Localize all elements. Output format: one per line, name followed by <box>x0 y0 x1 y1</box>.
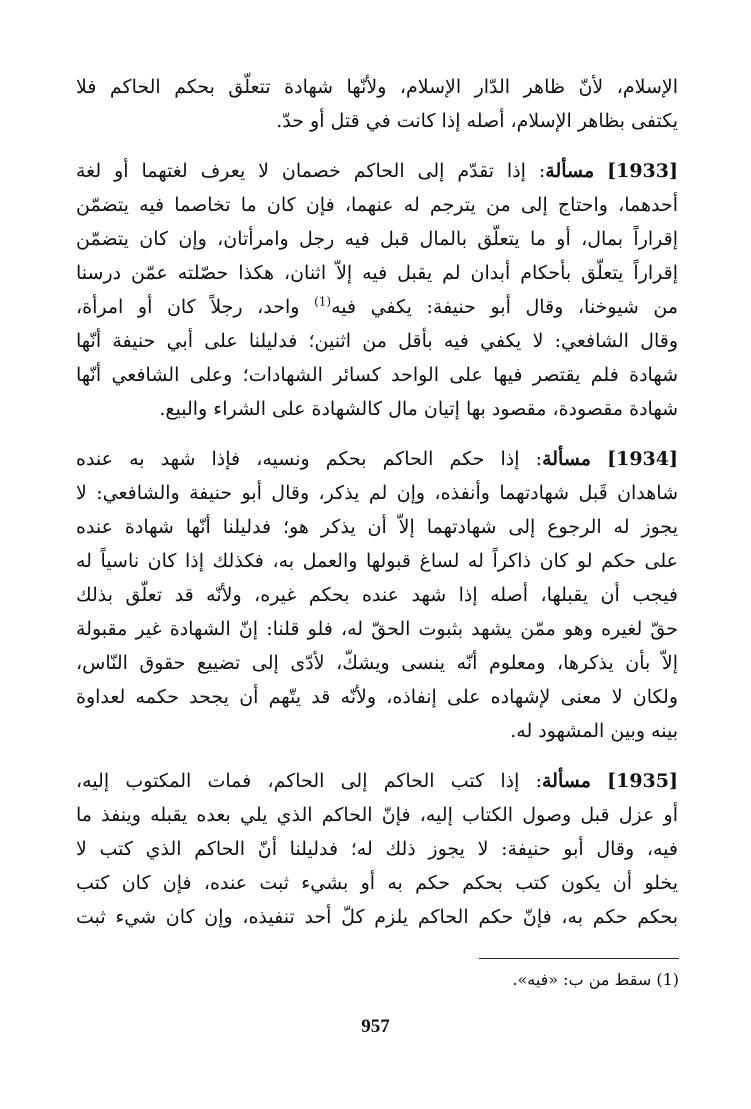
text-line: يكتفى بظاهر الإسلام، أصله إذا كانت في قتل أو حدّ. <box>276 110 678 132</box>
footnote: (1) سقط من ب: «فيه». <box>512 970 679 989</box>
text-line: [1933] مسألة: إذا تقدّم إلى الحاكم خصمان لا يعرف لغتهما أو لغة <box>76 160 678 182</box>
paragraph-1 <box>76 70 678 138</box>
masala-number: [1935] <box>607 770 678 792</box>
text-line: الإسلام، لأنّ ظاهر الدّار الإسلام، ولأنّها شهادة تتعلّق بحكم الحاكم فلا <box>76 76 678 98</box>
footnote-divider <box>479 958 679 959</box>
masala-1934 <box>76 442 678 748</box>
text-line: بحكم حكم به، فإنّ حكم الحاكم يلزم كلّ أحد تنفيذه، وإن كان شيء ثبت <box>76 906 678 928</box>
text-line: [1935] مسألة: إذا كتب الحاكم إلى الحاكم، فمات المكتوب إليه، <box>76 770 678 792</box>
footnote-reference: (1) <box>314 294 332 309</box>
text-line: إقراراً يتعلّق بأحكام أبدان لم يقبل فيه إلاّ اثنان، هكذا حصّلته عمّن درسنا <box>76 262 678 284</box>
masala-keyword: مسألة <box>542 448 591 470</box>
text-line: على حكم لو كان ذاكراً له لساغ قبولها والعمل به، فكذلك إذا كان ناسياً له <box>76 550 678 572</box>
masala-1933 <box>76 154 678 426</box>
page-body <box>76 70 678 934</box>
text-line: وقال الشافعي: لا يكفي فيه بأقل من اثنين؛ فدليلنا على أبي حنيفة أنّها <box>76 330 678 352</box>
text-line: يخلو أن يكون كتب بحكم حكم به أو بشيء ثبت عنده، فإن كان كتب <box>76 872 678 894</box>
text-line: من شيوخنا، وقال أبو حنيفة: يكفي فيه$^{(1)}$ واحد، رجلاً كان أو امرأة، <box>76 294 678 318</box>
text-line: شهادة فلم يقتصر فيها على الواحد كسائر الشهادات؛ وعلى الشافعي أنّها <box>76 364 678 386</box>
text-line: شاهدان قَبل شهادتهما وأنفذه، وإن لم يذكر، وقال أبو حنيفة والشافعي: لا <box>76 482 678 504</box>
text-line: ولكان لا معنى لإشهاده على إنفاذه، ولأنّه قد يتّهم أن يجحد حكمه لعداوة <box>76 686 678 708</box>
masala-number: [1934] <box>607 448 678 470</box>
masala-1935 <box>76 764 678 934</box>
text-line: يجوز له الرجوع إلى شهادتهما إلاّ أن يذكر هو؛ فدليلنا أنّها شهادة عنده <box>76 516 678 538</box>
text-line: إلاّ بأن يذكرها، ومعلوم أنّه ينسى ويشكّ، لأدّى إلى تضييع حقوق النّاس، <box>76 652 678 674</box>
text-line: بينه وبين المشهود له. <box>510 720 678 742</box>
masala-keyword: مسألة <box>541 770 591 792</box>
text-line: إقراراً بمال، أو ما يتعلّق بالمال قبل فيه رجل وامرأتان، وإن كان يتضمّن <box>76 228 678 250</box>
text-line: أو عزل قبل وصول الكتاب إليه، فإنّ الحاكم الذي يلي بعده يقبله وينفذ ما <box>76 804 678 826</box>
text-line: حقّ لغيره وهو ممّن يشهد بثبوت الحقّ له، فلو قلنا: إنّ الشهادة غير مقبولة <box>76 618 678 640</box>
text-line: فيجب أن يقبلها، أصله إذا شهد عنده بحكم غيره، ولأنّه قد تعلّق بذلك <box>76 584 678 606</box>
text-line: [1934] مسألة: إذا حكم الحاكم بحكم ونسيه، فإذا شهد به عنده <box>76 448 678 470</box>
page-number: 957 <box>361 1016 390 1037</box>
masala-keyword: مسألة <box>545 160 595 182</box>
text-line: شهادة مقصودة، مقصود بها إتيان مال كالشهادة على الشراء والبيع. <box>159 398 678 420</box>
masala-number: [1933] <box>607 160 678 182</box>
text-line: فيه، وقال أبو حنيفة: لا يجوز ذلك له؛ فدليلنا أنّ الحاكم الذي كتب لا <box>76 838 678 860</box>
text-line: أحدهما، واحتاج إلى من يترجم له عنهما، فإن كان ما تخاصما فيه يتضمّن <box>76 194 678 216</box>
